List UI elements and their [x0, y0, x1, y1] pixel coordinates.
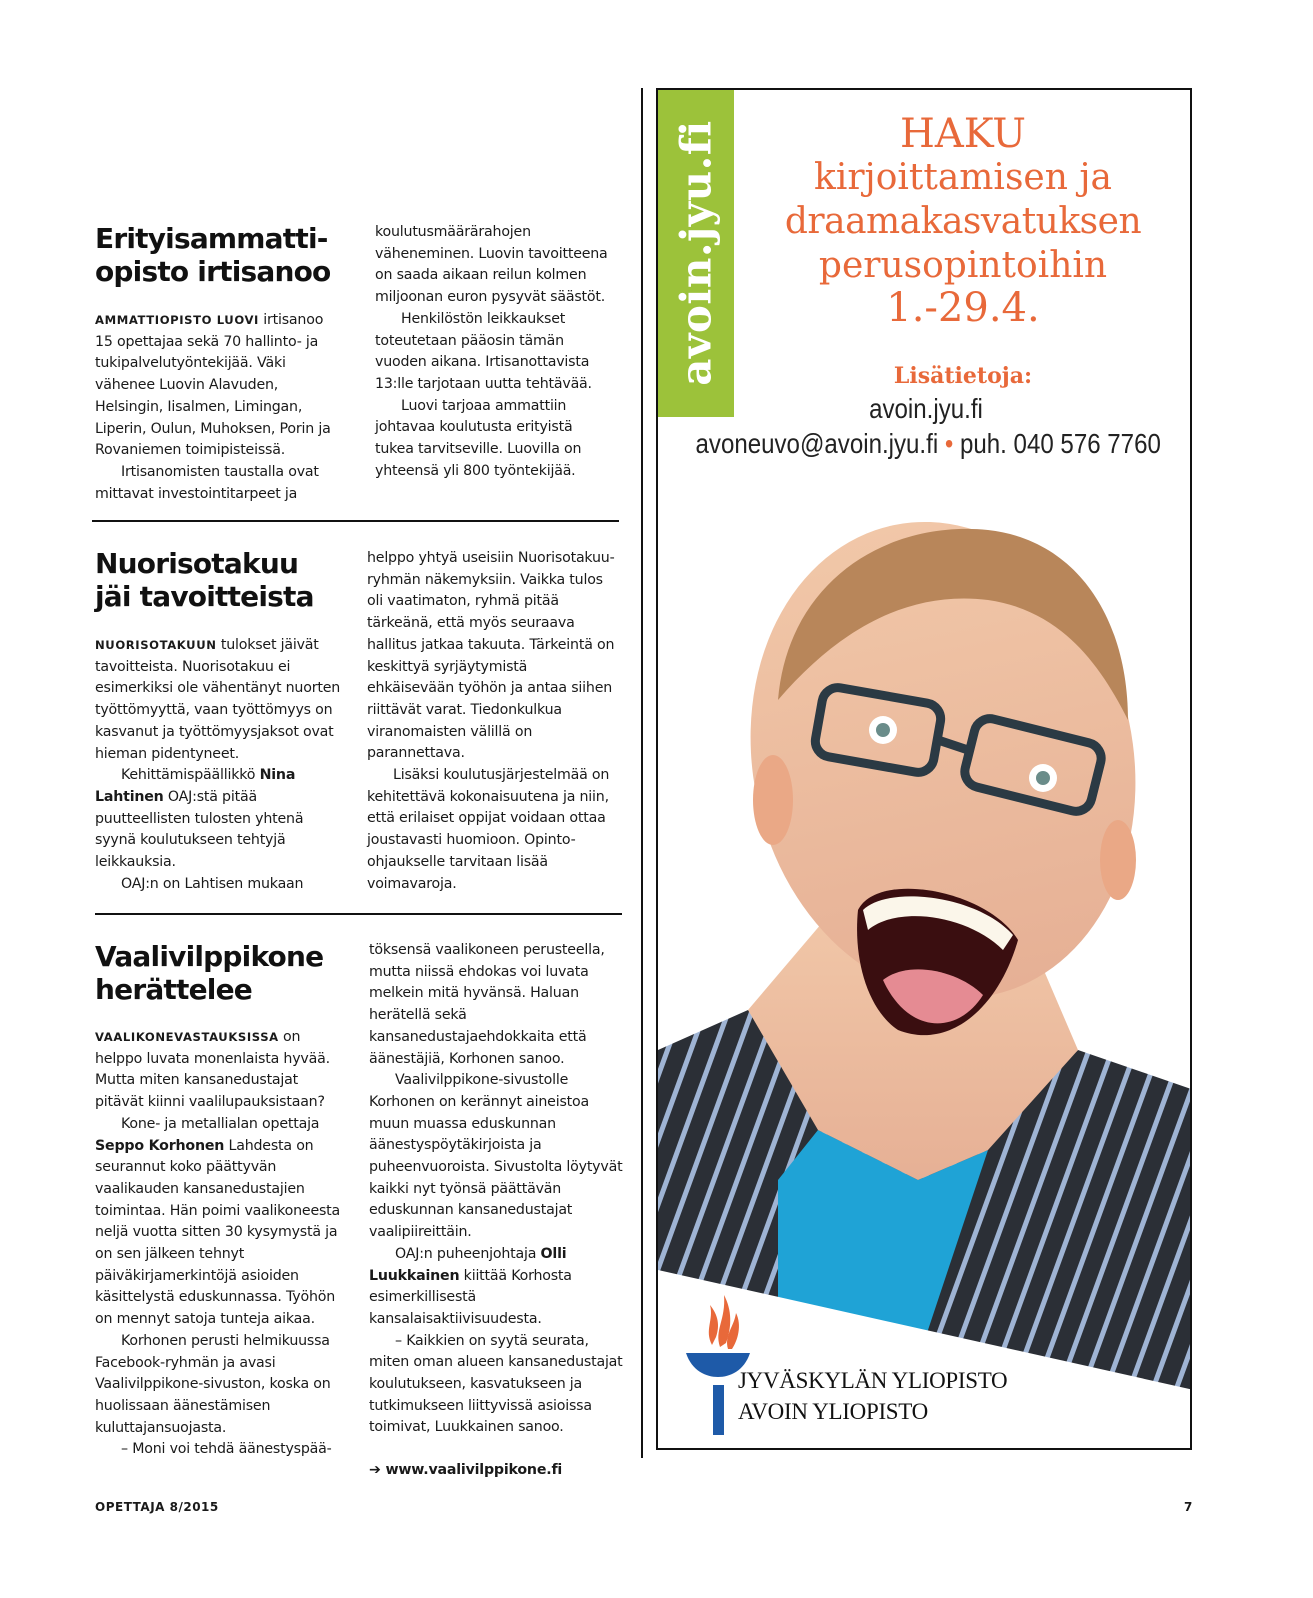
paragraph: Korhonen perusti helmikuussa Facebook-ryhmän ja avasi Vaalivilppikone-sivuston, koska on huolissaan äänestämisen kuluttajansuojasta. — [95, 1332, 331, 1436]
section-divider — [92, 520, 619, 522]
title-line: jäi tavoitteista — [95, 580, 314, 613]
paragraph: Irtisanomisten taustalla ovat mittavat investointitarpeet ja — [95, 463, 319, 502]
lead-in: NUORISOTAKUUN — [95, 638, 217, 652]
column-divider — [641, 88, 643, 1458]
ad-date-range: 1.-29.4. — [886, 285, 1040, 331]
paragraph: helppo yhtyä useisiin Nuorisotakuu-ryhmän näkemyksiin. Vaikka tulos oli vaatimaton, ryhmä pitää tärkeänä, että myös seuraava hallitus jatkaa takuuta. Tärkeintä on keskittyä syrjäytymistä ehkäisevään työhön ja antaa siihen riittävät varat. Tiedonkulkua viranomaisten välillä on parannettava. — [367, 550, 615, 762]
paragraph-text: kiittää Korhosta esimerkillisestä kansalaisaktiivisuudesta. — [369, 1267, 572, 1327]
ad-phone: puh. 040 576 7760 — [959, 428, 1161, 459]
paragraph: töksensä vaalikoneen perusteella, mutta niissä ehdokas voi luvata melkein mitä hyvänsä. Haluan herätellä sekä kansanedustajaehdokkaita että äänestäjiä, Korhonen sanoo. — [369, 942, 605, 1067]
article-column-2 — [369, 940, 624, 1482]
paragraph-text: on helppo luvata monenlaista hyvää. Mutta miten kansanedustajat pitävät kiinni vaalilupauksistaan? — [95, 1029, 330, 1111]
link-text[interactable]: www.vaalivilppikone.fi — [385, 1462, 563, 1479]
ear — [753, 755, 793, 845]
article-title — [95, 547, 314, 613]
lead-in: VAALIKONEVASTAUKSISSA — [95, 1030, 279, 1044]
ad-side-banner — [658, 90, 734, 417]
ad-email[interactable]: avoneuvo@avoin.jyu.fi — [695, 428, 939, 459]
paragraph — [95, 635, 345, 765]
paragraph: Luovi tarjoaa ammattiin johtavaa koulutusta erityistä tukea tarvitseville. Luovilla on yhteensä yli 800 työntekijää. — [375, 397, 582, 479]
ad-headline-line: kirjoittamisen ja — [814, 157, 1112, 198]
ad-contact-line — [695, 427, 1161, 461]
article-column-1 — [95, 635, 345, 895]
article-column-2 — [375, 222, 615, 482]
paragraph: Vaalivilppikone-sivustolle Korhonen on kerännyt aineistoa muun muassa eduskunnan äänestyspöytäkirjoista ja puheenvuoroista. Sivustolta löytyvät kaikki nyt työnsä päättävän eduskunnan kansanedustajat vaalipiireittäin. — [369, 1072, 623, 1241]
paragraph: – Moni voi tehdä äänestyspää- — [121, 1441, 332, 1458]
paragraph: Lisäksi koulutusjärjestelmää on kehitettävä kokonaisuutena ja niin, että erilaiset oppijat voidaan ottaa joustavasti huomioon. Opinto-ohjaukselle tarvitaan lisää voimavaroja. — [367, 767, 610, 892]
paragraph: – Kaikkien on syytä seurata, miten oman alueen kansanedustajat koulutukseen, kasvatukseen ja tutkimukseen liittyvissä asioissa toimivat, Luukkainen sanoo. — [369, 1332, 623, 1436]
paragraph-text: tulokset jäivät tavoitteista. Nuorisotakuu ei esimerkiksi ole vähentänyt nuorten työttömyyttä, vaan työttömyys on kasvanut ja työttömyysjaksot ovat hieman pidentyneet. — [95, 637, 341, 762]
paragraph — [95, 1027, 347, 1114]
article-title — [95, 222, 330, 288]
article-title — [95, 940, 323, 1006]
web-link[interactable] — [369, 1460, 624, 1482]
article-column-1 — [95, 1027, 347, 1461]
paragraph-text: OAJ:n puheenjohtaja — [395, 1245, 541, 1262]
paragraph-text: Kone- ja metallialan opettaja — [121, 1115, 320, 1132]
person-name: Nina Lahtinen — [95, 767, 296, 805]
university-unit: AVOIN YLIOPISTO — [738, 1399, 928, 1424]
paragraph — [369, 1244, 624, 1331]
paragraph — [95, 765, 345, 874]
person-name: Seppo Korhonen — [95, 1137, 225, 1154]
ad-photo-smiling-man — [658, 490, 1192, 1390]
person-name: Olli Luukkainen — [369, 1245, 567, 1284]
ad-headline: HAKU — [900, 111, 1026, 157]
lead-in: AMMATTIOPISTO LUOVI — [95, 313, 259, 327]
paragraph-text: OAJ:stä pitää puutteellisten tulosten yhtenä syynä koulutukseen tehtyjä leikkauksia. — [95, 788, 304, 871]
paragraph: OAJ:n on Lahtisen mukaan — [121, 875, 304, 892]
title-line: Nuorisotakuu — [95, 547, 299, 580]
title-line: opisto irtisanoo — [95, 255, 331, 288]
title-line: Erityisammatti- — [95, 222, 328, 255]
paragraph-text: Lahdesta on seurannut koko päättyvän vaalikauden kansanedustajien toimintaa. Hän poimi vaalikoneesta neljä vuotta sitten 30 kysymystä ja on sen jälkeen tehnyt päiväkirjamerkintöjä asioiden käsittelystä eduskunnassa. Työhön on mennyt satoja tunteja aikaa. — [95, 1137, 341, 1328]
arrow-right-icon: ➔ — [369, 1462, 381, 1479]
ad-side-url: avoin.jyu.fi — [671, 120, 721, 386]
paragraph: Henkilöstön leikkaukset toteutetaan pääosin tämän vuoden aikana. Irtisanottavista 13:lle tarjotaan uutta tehtävää. — [375, 310, 592, 392]
article-column-1 — [95, 310, 335, 505]
paragraph — [95, 310, 335, 462]
university-name: JYVÄSKYLÄN YLIOPISTO — [738, 1368, 1008, 1393]
title-line: Vaalivilppikone — [95, 940, 324, 973]
ad-website[interactable]: avoin.jyu.fi — [869, 393, 983, 424]
paragraph-text: Kehittämispäällikkö — [121, 767, 260, 784]
paragraph: koulutusmäärärahojen väheneminen. Luovin tavoitteena on saada aikaan reilun kolmen miljoonan euron pysyvät säästöt. — [375, 224, 608, 306]
paragraph — [95, 1114, 347, 1331]
title-line: herättelee — [95, 973, 252, 1006]
ad-headline-line: perusopintoihin — [818, 245, 1108, 286]
section-divider — [95, 913, 622, 915]
ad-headline-line: draamakasvatuksen — [784, 201, 1142, 242]
advertisement — [656, 88, 1192, 1450]
bullet-icon: • — [944, 428, 954, 459]
article-column-2 — [367, 548, 617, 895]
ad-more-info-label: Lisätietoja: — [893, 363, 1033, 389]
page-number: 7 — [1184, 1500, 1193, 1514]
ear — [1100, 820, 1136, 900]
paragraph-text: irtisanoo 15 opettajaa sekä 70 hallinto- ja tukipalvelutyöntekijää. Väki vähenee Luovin Alavuden, Helsingin, Iisalmen, Limingan, Liperin, Oulun, Muhoksen, Porin ja Rovaniemen toimipisteissä. — [95, 312, 331, 459]
publication-issue: OPETTAJA 8/2015 — [95, 1500, 219, 1514]
